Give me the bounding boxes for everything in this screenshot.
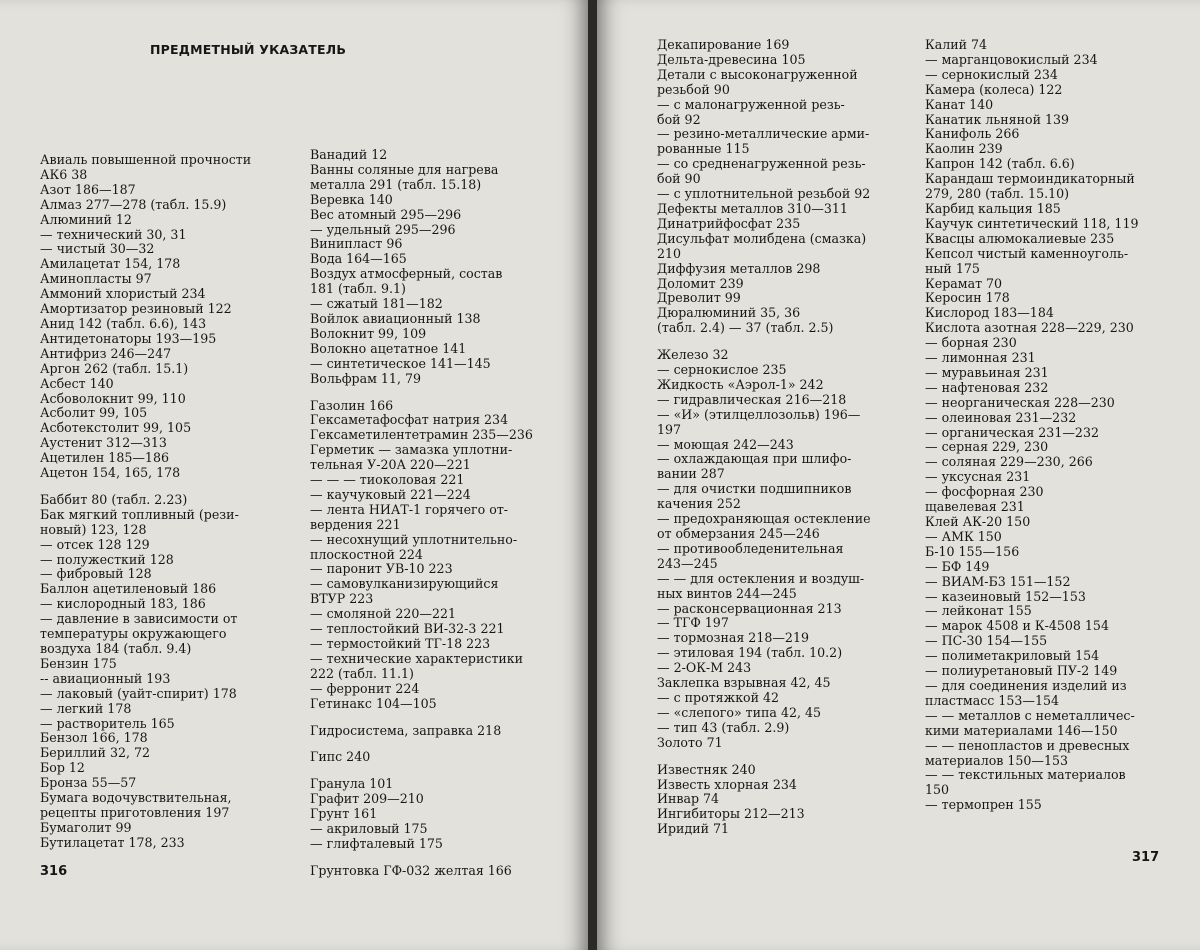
index-entry: Известь хлорная 234: [657, 776, 797, 792]
index-entry: рованные 115: [657, 141, 750, 157]
index-entry: Инвар 74: [657, 791, 720, 807]
index-entry: Бумаголит 99: [40, 819, 132, 835]
index-entry: Иридий 71: [657, 821, 730, 837]
index-entry: Веревка 140: [310, 191, 393, 207]
index-entry: Гранула 101: [310, 776, 394, 792]
index-entry: Дельта-древесина 105: [657, 51, 806, 67]
index-entry: Аустенит 312—313: [40, 435, 167, 451]
index-entry: Ингибиторы 212—213: [657, 806, 805, 822]
index-entry: — полиметакриловый 154: [925, 648, 1100, 664]
index-entry: — тормозная 218—219: [657, 630, 809, 646]
index-entry: Кепсол чистый каменноуголь-: [925, 245, 1129, 261]
index-entry: — лаковый (уайт-спирит) 178: [40, 685, 237, 701]
index-entry: — фосфорная 230: [925, 484, 1044, 500]
index-entry: Керамат 70: [925, 275, 1003, 291]
index-entry: Ванны соляные для нагрева: [310, 161, 499, 177]
index-entry: Древолит 99: [657, 290, 741, 306]
index-entry: — расконсервационная 213: [657, 600, 842, 616]
index-entry: — органическая 231—232: [925, 424, 1099, 440]
index-entry: — кислородный 183, 186: [40, 596, 206, 612]
index-entry: — технический 30, 31: [40, 226, 187, 242]
index-entry: Динатрийфосфат 235: [657, 215, 801, 231]
index-entry: Воздух атмосферный, состав: [310, 266, 503, 282]
index-entry: — сернокислый 234: [925, 66, 1058, 82]
index-entry: Амортизатор резиновый 122: [40, 301, 232, 317]
index-entry: — растворитель 165: [40, 715, 175, 731]
index-entry: — самовулканизирующийся: [310, 576, 499, 592]
index-entry: — давление в зависимости от: [40, 611, 238, 627]
index-entry: Вольфрам 11, 79: [310, 370, 421, 386]
index-entry: Каолин 239: [925, 141, 1003, 157]
index-entry: — чистый 30—32: [40, 241, 155, 257]
index-entry: Антидетонаторы 193—195: [40, 330, 217, 346]
index-entry: 279, 280 (табл. 15.10): [925, 186, 1070, 202]
index-entry: Гидросистема, заправка 218: [310, 722, 502, 738]
index-entry: Герметик — замазка уплотни-: [310, 442, 513, 458]
index-entry: Авиаль повышенной прочности: [40, 152, 252, 167]
page-number-left: 316: [40, 864, 68, 879]
index-entry: — моющая 242—243: [657, 436, 794, 452]
index-entry: — охлаждающая при шлифо-: [657, 451, 852, 467]
index-entry: металла 291 (табл. 15.18): [310, 176, 482, 192]
index-entry: Асболит 99, 105: [40, 405, 148, 421]
index-entry: — синтетическое 141—145: [310, 355, 491, 371]
index-entry: Дюралюминий 35, 36: [657, 305, 801, 321]
index-entry: Бериллий 32, 72: [40, 745, 151, 761]
index-entry: Канатик льняной 139: [925, 111, 1069, 127]
index-column-3: [657, 38, 893, 837]
index-entry: — ПС-30 154—155: [925, 633, 1048, 649]
index-entry: Асбоволокнит 99, 110: [40, 390, 186, 406]
index-entry: — — текстильных материалов: [925, 767, 1126, 783]
index-entry: — для соединения изделий из: [925, 677, 1127, 693]
index-entry: — сжатый 181—182: [310, 296, 443, 312]
index-entry: резьбой 90: [657, 81, 730, 97]
index-entry: — борная 230: [925, 335, 1017, 351]
index-entry: — уксусная 231: [925, 469, 1031, 485]
index-entry: Квасцы алюмокалиевые 235: [925, 230, 1115, 246]
index-entry: — серная 229, 230: [925, 439, 1049, 455]
index-column-4: [925, 38, 1161, 813]
index-entry: материалов 150—153: [925, 752, 1069, 768]
index-entry: Каучук синтетический 118, 119: [925, 215, 1139, 231]
index-entry: вердения 221: [310, 516, 401, 532]
index-entry: Б-10 155—156: [925, 543, 1020, 559]
index-entry: Бронза 55—57: [40, 775, 137, 791]
index-entry: — удельный 295—296: [310, 221, 456, 237]
index-entry: — термостойкий ТГ-18 223: [310, 636, 491, 651]
index-entry: ВТУР 223: [310, 591, 374, 607]
index-entry: Баллон ацетиленовый 186: [40, 581, 217, 597]
index-entry: — — пенопластов и древесных: [925, 737, 1130, 753]
index-entry: — полужесткий 128: [40, 551, 174, 567]
index-entry: 150: [925, 782, 950, 798]
index-entry: Азот 186—187: [40, 181, 136, 197]
index-entry: — лента НИАТ-1 горячего от-: [310, 501, 509, 517]
index-entry: Карандаш термоиндикаторный: [925, 171, 1135, 187]
index-entry: тельная У-20А 220—221: [310, 457, 471, 473]
index-entry: щавелевая 231: [925, 499, 1025, 515]
index-entry: Гексаметафосфат натрия 234: [310, 412, 509, 428]
index-entry: Калий 74: [925, 37, 988, 52]
index-entry: Баббит 80 (табл. 2.23): [40, 491, 188, 507]
index-entry: — отсек 128 129: [40, 536, 150, 552]
index-entry: плоскостной 224: [310, 546, 423, 562]
index-entry: — БФ 149: [925, 558, 990, 574]
index-entry: — 2-ОК-М 243: [657, 660, 752, 676]
index-entry: Грунт 161: [310, 806, 378, 822]
index-entry: качения 252: [657, 496, 741, 512]
index-entry: — лейконат 155: [925, 603, 1032, 619]
index-entry: -- авиационный 193: [40, 670, 171, 686]
index-entry: — полиуретановый ПУ-2 149: [925, 663, 1118, 679]
index-entry: Доломит 239: [657, 275, 744, 291]
index-entry: Ацетон 154, 165, 178: [40, 465, 181, 481]
index-entry: ных винтов 244—245: [657, 585, 797, 601]
index-entry: вании 287: [657, 466, 725, 482]
index-entry: Детали с высоконагруженной: [657, 66, 858, 82]
index-entry: температуры окружающего: [40, 626, 227, 642]
index-entry: — — — тиоколовая 221: [310, 472, 465, 488]
index-entry: — противообледенительная: [657, 540, 844, 556]
index-entry: кими материалами 146—150: [925, 722, 1118, 738]
index-entry: Алмаз 277—278 (табл. 15.9): [40, 196, 227, 212]
index-column-2: [310, 148, 546, 879]
index-entry: Бензин 175: [40, 655, 117, 671]
index-entry: — резино-металлические арми-: [657, 126, 870, 142]
index-entry: 181 (табл. 9.1): [310, 281, 406, 297]
index-entry: — паронит УВ-10 223: [310, 561, 453, 577]
index-entry: Аргон 262 (табл. 15.1): [40, 360, 189, 376]
index-entry: 197: [657, 421, 682, 437]
index-entry: Винипласт 96: [310, 236, 403, 252]
index-entry: Газолин 166: [310, 397, 394, 413]
index-entry: Графит 209—210: [310, 791, 424, 807]
index-entry: Камера (колеса) 122: [925, 81, 1063, 97]
index-entry: — казеиновый 152—153: [925, 588, 1086, 604]
index-entry: — — металлов с неметалличес-: [925, 707, 1135, 723]
index-entry: Анид 142 (табл. 6.6), 143: [40, 315, 207, 331]
index-entry: Амилацетат 154, 178: [40, 256, 181, 272]
index-entry: — АМК 150: [925, 528, 1002, 544]
index-entry: — с протяжкой 42: [657, 689, 780, 705]
index-entry: Аминопласты 97: [40, 271, 152, 287]
index-entry: Гетинакс 104—105: [310, 695, 437, 711]
index-entry: Гипс 240: [310, 749, 371, 765]
index-entry: воздуха 184 (табл. 9.4): [40, 641, 192, 656]
index-entry: ный 175: [925, 260, 980, 276]
index-entry: Войлок авиационный 138: [310, 310, 481, 326]
book-gutter: [588, 0, 597, 950]
index-entry: 243—245: [657, 555, 718, 571]
index-entry: АК6 38: [40, 166, 88, 182]
index-entry: Аммоний хлористый 234: [40, 286, 206, 302]
index-entry: Золото 71: [657, 734, 723, 750]
index-entry: — термопрен 155: [925, 797, 1042, 813]
index-entry: — гидравлическая 216—218: [657, 391, 847, 407]
index-entry: — теплостойкий ВИ-32-3 221: [310, 621, 505, 637]
index-entry: Бор 12: [40, 760, 85, 776]
index-entry: Вес атомный 295—296: [310, 206, 462, 222]
index-entry: — этиловая 194 (табл. 10.2): [657, 645, 843, 661]
index-entry: — тип 43 (табл. 2.9): [657, 719, 790, 735]
index-entry: — легкий 178: [40, 700, 132, 716]
index-entry: Антифриз 246—247: [40, 345, 172, 361]
index-entry: Дефекты металлов 310—311: [657, 200, 848, 216]
index-entry: пластмасс 153—154: [925, 692, 1060, 708]
index-entry: Бутилацетат 178, 233: [40, 834, 185, 850]
index-entry: (табл. 2.4) — 37 (табл. 2.5): [657, 320, 834, 336]
index-entry: — каучуковый 221—224: [310, 486, 471, 502]
index-entry: — лимонная 231: [925, 350, 1036, 366]
index-entry: Дисульфат молибдена (смазка): [657, 230, 867, 246]
index-entry: Асботекстолит 99, 105: [40, 420, 192, 436]
index-entry: Вода 164—165: [310, 251, 407, 267]
index-entry: — с уплотнительной резьбой 92: [657, 186, 871, 202]
index-entry: рецепты приготовления 197: [40, 804, 230, 820]
index-entry: Железо 32: [657, 347, 729, 363]
index-heading: ПРЕДМЕТНЫЙ УКАЗАТЕЛЬ: [150, 42, 347, 57]
index-entry: — с малонагруженной резь-: [657, 96, 845, 112]
index-entry: — со средненагруженной резь-: [657, 156, 866, 172]
index-entry: Ацетилен 185—186: [40, 450, 169, 466]
index-entry: Кислота азотная 228—229, 230: [925, 320, 1134, 336]
index-entry: — акриловый 175: [310, 821, 428, 837]
index-entry: Известняк 240: [657, 761, 756, 777]
index-entry: Жидкость «Аэрол-1» 242: [657, 376, 824, 392]
index-entry: от обмерзания 245—246: [657, 526, 820, 541]
index-entry: новый) 123, 128: [40, 521, 147, 537]
index-column-1: [40, 153, 276, 851]
index-entry: Керосин 178: [925, 290, 1010, 306]
index-entry: 210: [657, 245, 682, 261]
index-entry: — технические характеристики: [310, 650, 524, 666]
index-entry: Грунтовка ГФ-032 желтая 166: [310, 862, 512, 878]
index-entry: Капрон 142 (табл. 6.6): [925, 156, 1075, 172]
index-entry: Волокнит 99, 109: [310, 325, 427, 341]
index-entry: 222 (табл. 11.1): [310, 665, 414, 681]
index-entry: Алюминий 12: [40, 211, 132, 227]
index-entry: Карбид кальция 185: [925, 200, 1061, 216]
index-entry: Канат 140: [925, 96, 994, 112]
index-entry: — «слепого» типа 42, 45: [657, 704, 821, 720]
index-entry: — неорганическая 228—230: [925, 394, 1115, 410]
index-entry: — муравьиная 231: [925, 364, 1049, 380]
left-page: [0, 0, 588, 950]
index-entry: — «И» (этилцеллозольв) 196—: [657, 406, 861, 422]
index-entry: — смоляной 220—221: [310, 606, 457, 622]
index-entry: — глифталевый 175: [310, 835, 443, 851]
page-number-right: 317: [1132, 850, 1160, 865]
index-entry: Кислород 183—184: [925, 305, 1054, 321]
index-entry: Бумага водочувствительная,: [40, 790, 232, 806]
index-entry: Волокно ацетатное 141: [310, 340, 467, 356]
index-entry: — фибровый 128: [40, 566, 152, 582]
index-entry: Бак мягкий топливный (рези-: [40, 506, 239, 522]
index-entry: Бензол 166, 178: [40, 730, 148, 746]
index-entry: бой 90: [657, 171, 701, 187]
index-entry: — сернокислое 235: [657, 362, 787, 378]
index-entry: — ВИАМ-Б3 151—152: [925, 573, 1071, 589]
index-entry: Заклепка взрывная 42, 45: [657, 675, 831, 691]
index-entry: Канифоль 266: [925, 126, 1020, 142]
index-entry: — марок 4508 и К-4508 154: [925, 618, 1109, 634]
index-entry: Клей АК-20 150: [925, 514, 1031, 529]
index-entry: — — для остекления и воздуш-: [657, 570, 865, 586]
index-entry: — нафтеновая 232: [925, 379, 1049, 395]
index-entry: — для очистки подшипников: [657, 481, 852, 497]
index-entry: Асбест 140: [40, 375, 114, 391]
index-entry: — марганцовокислый 234: [925, 51, 1098, 67]
index-entry: Декапирование 169: [657, 37, 790, 52]
index-entry: Диффузия металлов 298: [657, 260, 821, 276]
index-entry: бой 92: [657, 111, 701, 127]
index-entry: — соляная 229—230, 266: [925, 454, 1093, 470]
index-entry: — несохнущий уплотнительно-: [310, 531, 518, 547]
index-entry: Ванадий 12: [310, 147, 388, 162]
right-page: [597, 0, 1200, 950]
index-entry: — предохраняющая остекление: [657, 511, 871, 527]
index-entry: — ферронит 224: [310, 680, 420, 696]
index-entry: Гексаметилентетрамин 235—236: [310, 427, 533, 443]
index-entry: — ТГФ 197: [657, 615, 729, 631]
index-entry: — олеиновая 231—232: [925, 409, 1077, 425]
